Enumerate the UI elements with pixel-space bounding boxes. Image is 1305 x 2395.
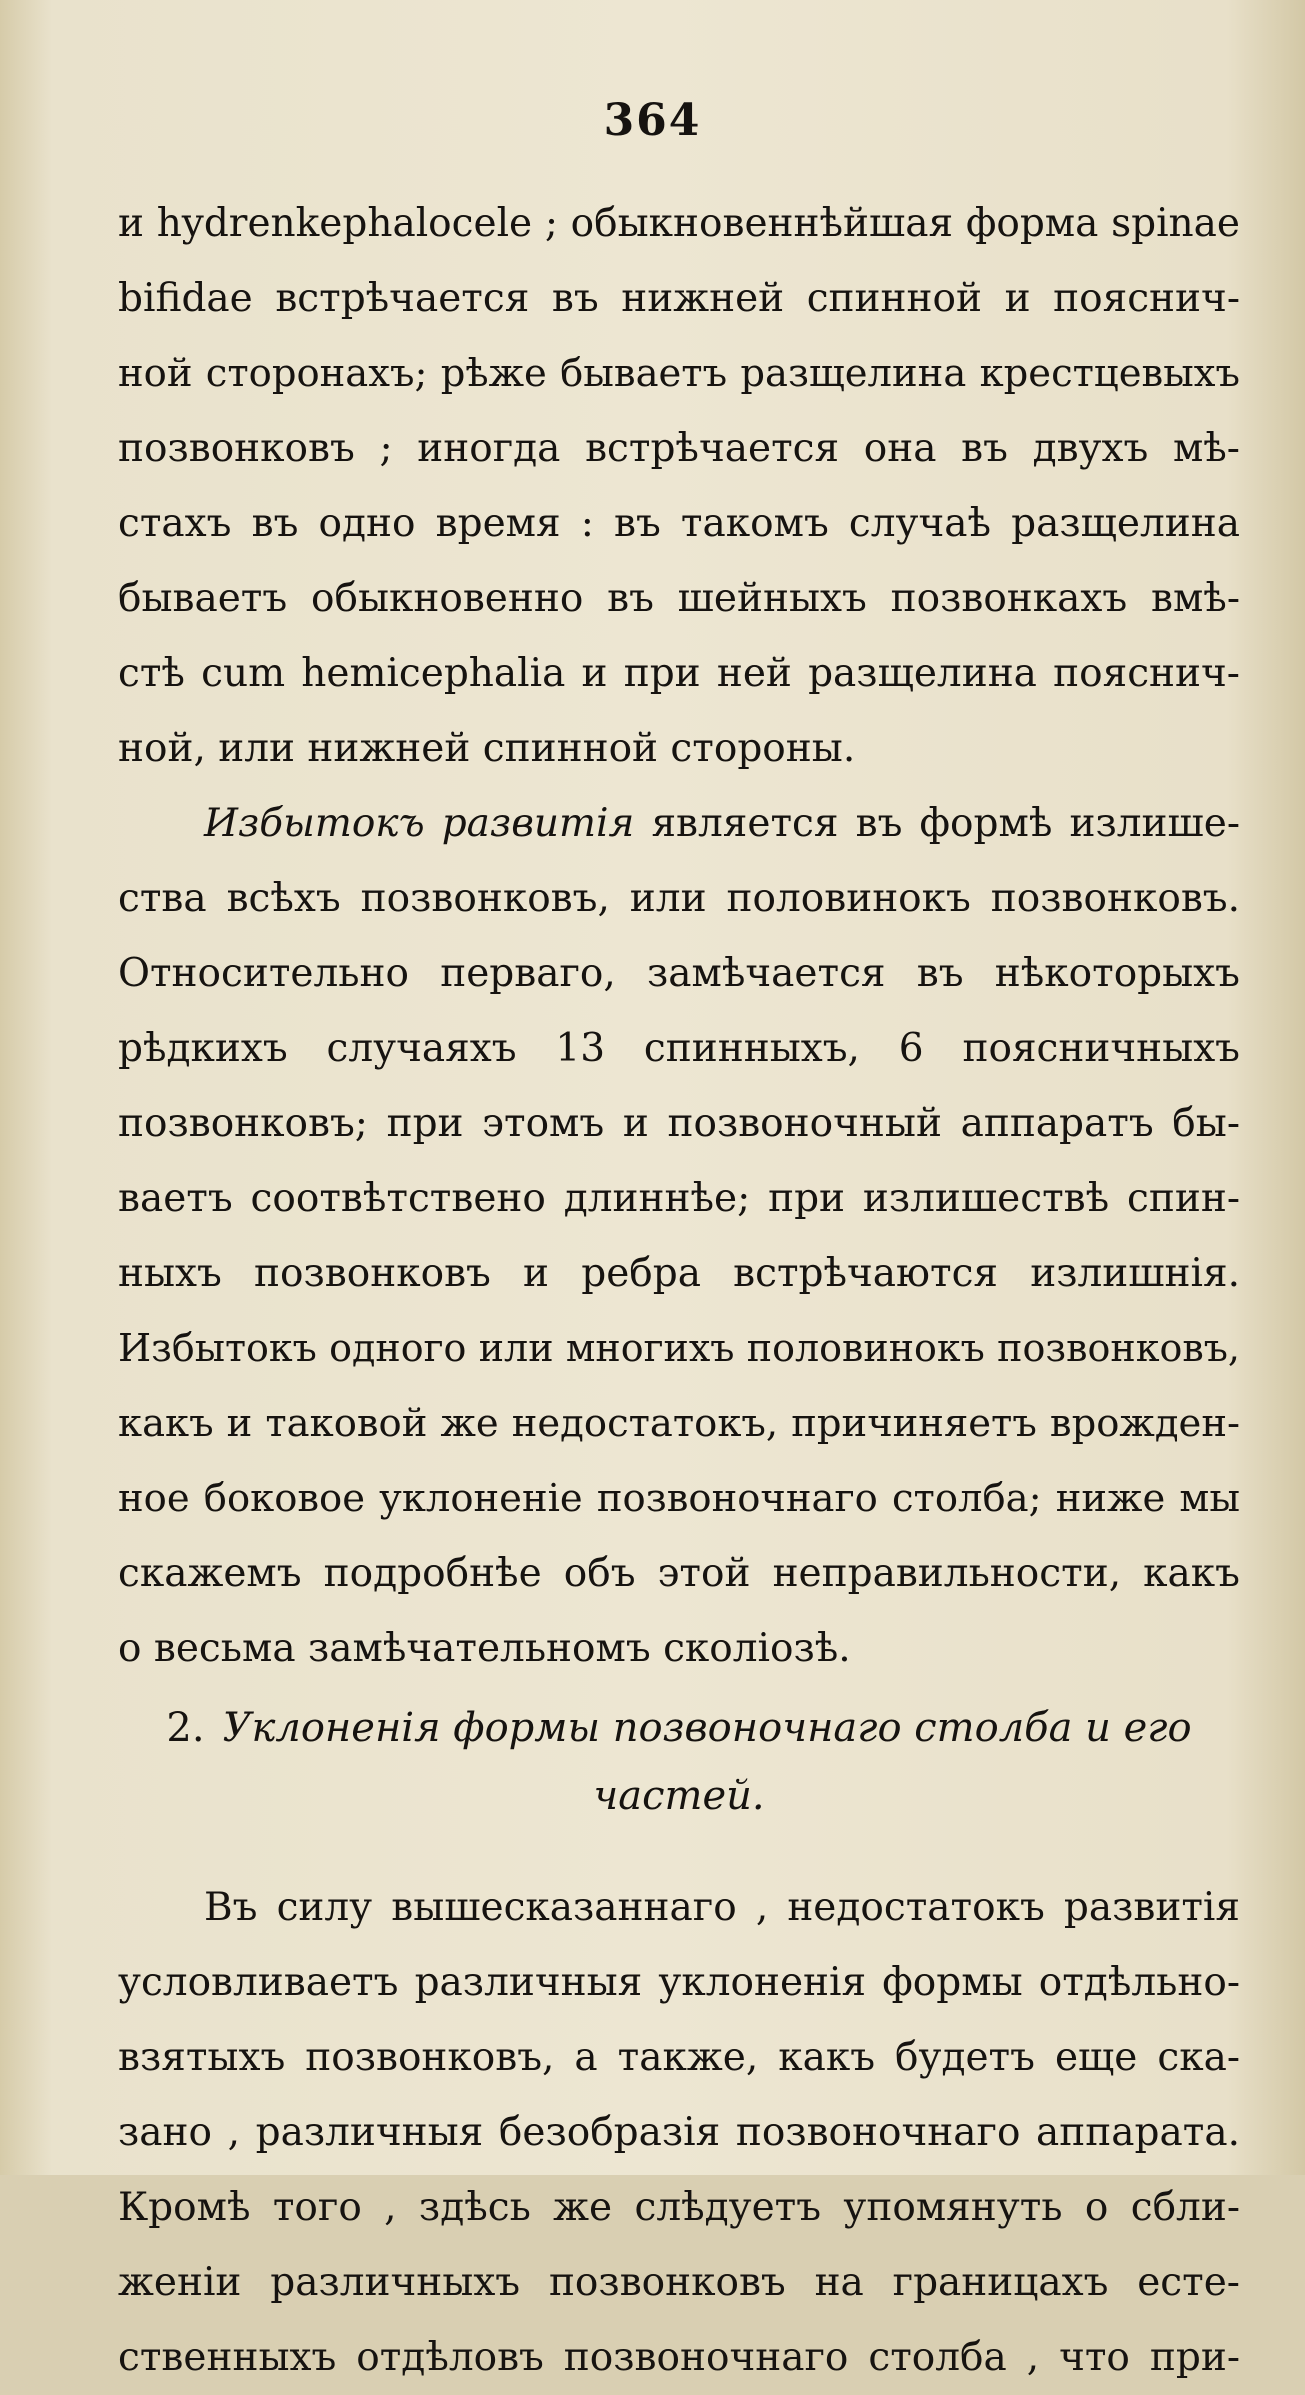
body-text bbox=[118, 186, 1240, 2395]
text-line: Относительно перваго, замѣчается въ нѣкоторыхъ bbox=[118, 951, 1240, 996]
text-line: ной сторонахъ; рѣже бываетъ разщелина крестцевыхъ bbox=[118, 351, 1240, 396]
text-line: ства всѣхъ позвонковъ, или половинокъ позвонковъ. bbox=[118, 876, 1240, 921]
text-line: Въ силу вышесказаннаго , недостатокъ развитія bbox=[204, 1885, 1240, 1930]
text-line: бываетъ обыкновенно въ шейныхъ позвонкахъ вмѣ- bbox=[118, 576, 1240, 621]
text-line: ной, или нижней спинной стороны. bbox=[118, 726, 856, 771]
section-number: 2. bbox=[166, 1705, 205, 1751]
emphasis-term: Избытокъ развитія bbox=[204, 801, 635, 846]
section-heading-line-1 bbox=[118, 1694, 1240, 1762]
text-line: bifidae встрѣчается въ нижней спинной и пояснич- bbox=[118, 276, 1240, 321]
text-line: условливаетъ различныя уклоненія формы отдѣльно- bbox=[118, 1960, 1240, 2005]
section-heading bbox=[118, 1694, 1240, 1830]
text-line: и hydrenkephalocele ; обыкновеннѣйшая форма spinae bbox=[118, 201, 1240, 246]
text-line: ное боковое уклоненіе позвоночнаго столба; ниже мы bbox=[118, 1476, 1240, 1521]
text-line: позвонковъ ; иногда встрѣчается она въ двухъ мѣ- bbox=[118, 426, 1240, 471]
paragraph-2 bbox=[118, 786, 1240, 1686]
text-line: ныхъ позвонковъ и ребра встрѣчаются излишнія. bbox=[118, 1251, 1240, 1296]
text-line: стахъ въ одно время : въ такомъ случаѣ разщелина bbox=[118, 501, 1240, 546]
text-line: рѣдкихъ случаяхъ 13 спинныхъ, 6 поясничныхъ bbox=[118, 1026, 1240, 1071]
text-line: Кромѣ того , здѣсь же слѣдуетъ упомянуть о сбли- bbox=[118, 2185, 1240, 2230]
text-line: ственныхъ отдѣловъ позвоночнаго столба , что при- bbox=[118, 2335, 1240, 2380]
text-line: женіи различныхъ позвонковъ на границахъ есте- bbox=[118, 2260, 1240, 2305]
paragraph-3 bbox=[118, 1870, 1240, 2395]
text-line: Избытокъ одного или многихъ половинокъ позвонковъ, bbox=[118, 1326, 1240, 1370]
text-line: о весьма замѣчательномъ сколіозѣ. bbox=[118, 1626, 851, 1671]
paragraph-1 bbox=[118, 186, 1240, 786]
text-line: позвонковъ; при этомъ и позвоночный аппаратъ бы- bbox=[118, 1101, 1240, 1146]
section-heading-line-2: частей. bbox=[593, 1773, 765, 1819]
section-title-part-1: Уклоненія формы позвоночнаго столба и его bbox=[222, 1705, 1192, 1751]
text-line: ваетъ соотвѣтствено длиннѣе; при излишествѣ спин- bbox=[118, 1176, 1240, 1221]
text-line: зано , различныя безобразія позвоночнаго аппарата. bbox=[118, 2110, 1240, 2155]
lead-rest: является въ формѣ излише- bbox=[651, 801, 1241, 846]
text-line: стѣ cum hemicephalia и при ней разщелина пояснич- bbox=[118, 651, 1240, 696]
text-line: какъ и таковой же недостатокъ, причиняетъ врожден- bbox=[118, 1401, 1240, 1446]
page-number: 364 bbox=[603, 95, 702, 146]
text-line: скажемъ подробнѣе объ этой неправильности, какъ bbox=[118, 1551, 1240, 1596]
text-line: взятыхъ позвонковъ, а также, какъ будетъ еще ска- bbox=[118, 2035, 1240, 2080]
text-line-lead bbox=[118, 786, 1240, 861]
